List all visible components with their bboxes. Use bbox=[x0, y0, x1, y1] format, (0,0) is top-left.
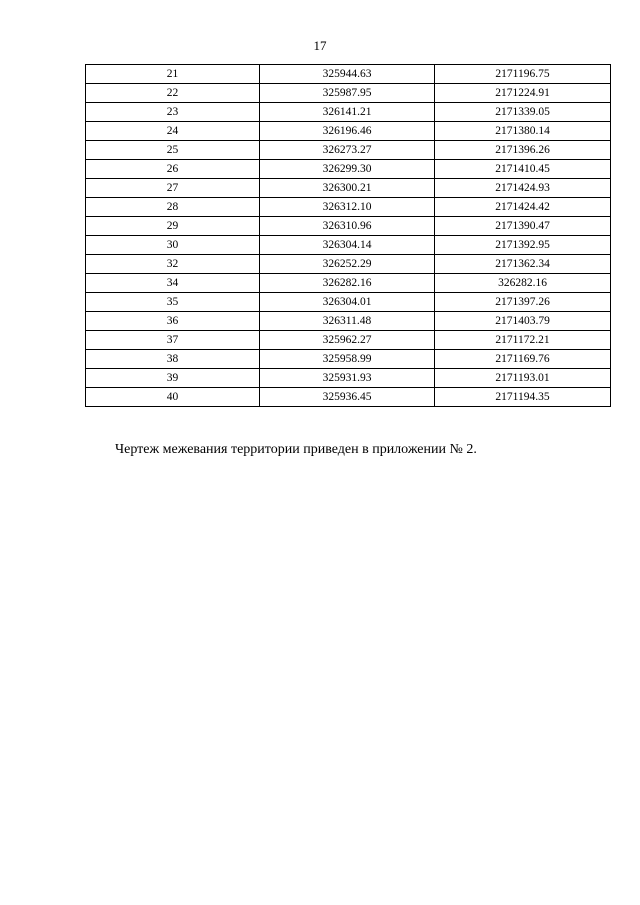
point-number-cell: 39 bbox=[86, 369, 260, 388]
x-coordinate-cell: 326312.10 bbox=[260, 198, 435, 217]
drawing-reference-note: Чертеж межевания территории приведен в приложении № 2. bbox=[115, 442, 477, 457]
y-coordinate-cell: 2171397.26 bbox=[435, 293, 611, 312]
x-coordinate-cell: 325987.95 bbox=[260, 84, 435, 103]
x-coordinate-cell: 326141.21 bbox=[260, 103, 435, 122]
x-coordinate-cell: 325958.99 bbox=[260, 350, 435, 369]
y-coordinate-cell: 2171169.76 bbox=[435, 350, 611, 369]
point-number-cell: 25 bbox=[86, 141, 260, 160]
x-coordinate-cell: 326310.96 bbox=[260, 217, 435, 236]
table-row bbox=[86, 160, 611, 179]
table-row bbox=[86, 255, 611, 274]
table-row bbox=[86, 312, 611, 331]
table-row bbox=[86, 84, 611, 103]
table-row bbox=[86, 141, 611, 160]
table-row bbox=[86, 331, 611, 350]
table-row bbox=[86, 179, 611, 198]
table-row bbox=[86, 198, 611, 217]
table-row bbox=[86, 369, 611, 388]
point-number-cell: 35 bbox=[86, 293, 260, 312]
point-number-cell: 36 bbox=[86, 312, 260, 331]
x-coordinate-cell: 326282.16 bbox=[260, 274, 435, 293]
point-number-cell: 40 bbox=[86, 388, 260, 407]
coordinates-table bbox=[85, 64, 611, 407]
y-coordinate-cell: 2171424.42 bbox=[435, 198, 611, 217]
y-coordinate-cell: 2171403.79 bbox=[435, 312, 611, 331]
y-coordinate-cell: 2171410.45 bbox=[435, 160, 611, 179]
x-coordinate-cell: 325962.27 bbox=[260, 331, 435, 350]
x-coordinate-cell: 326252.29 bbox=[260, 255, 435, 274]
point-number-cell: 27 bbox=[86, 179, 260, 198]
point-number-cell: 23 bbox=[86, 103, 260, 122]
x-coordinate-cell: 326273.27 bbox=[260, 141, 435, 160]
y-coordinate-cell: 2171392.95 bbox=[435, 236, 611, 255]
point-number-cell: 24 bbox=[86, 122, 260, 141]
y-coordinate-cell: 2171380.14 bbox=[435, 122, 611, 141]
y-coordinate-cell: 2171224.91 bbox=[435, 84, 611, 103]
point-number-cell: 22 bbox=[86, 84, 260, 103]
y-coordinate-cell: 2171362.34 bbox=[435, 255, 611, 274]
coordinates-table-body bbox=[86, 65, 611, 407]
y-coordinate-cell: 2171396.26 bbox=[435, 141, 611, 160]
point-number-cell: 32 bbox=[86, 255, 260, 274]
x-coordinate-cell: 326304.14 bbox=[260, 236, 435, 255]
point-number-cell: 38 bbox=[86, 350, 260, 369]
table-row bbox=[86, 293, 611, 312]
x-coordinate-cell: 326304.01 bbox=[260, 293, 435, 312]
y-coordinate-cell: 326282.16 bbox=[435, 274, 611, 293]
point-number-cell: 34 bbox=[86, 274, 260, 293]
table-row bbox=[86, 65, 611, 84]
y-coordinate-cell: 2171424.93 bbox=[435, 179, 611, 198]
table-row bbox=[86, 388, 611, 407]
x-coordinate-cell: 325944.63 bbox=[260, 65, 435, 84]
point-number-cell: 21 bbox=[86, 65, 260, 84]
x-coordinate-cell: 326300.21 bbox=[260, 179, 435, 198]
table-row bbox=[86, 122, 611, 141]
y-coordinate-cell: 2171390.47 bbox=[435, 217, 611, 236]
table-row bbox=[86, 350, 611, 369]
point-number-cell: 29 bbox=[86, 217, 260, 236]
page-number: 17 bbox=[313, 38, 327, 53]
point-number-cell: 28 bbox=[86, 198, 260, 217]
x-coordinate-cell: 325931.93 bbox=[260, 369, 435, 388]
table-row bbox=[86, 236, 611, 255]
y-coordinate-cell: 2171193.01 bbox=[435, 369, 611, 388]
point-number-cell: 26 bbox=[86, 160, 260, 179]
x-coordinate-cell: 326311.48 bbox=[260, 312, 435, 331]
y-coordinate-cell: 2171172.21 bbox=[435, 331, 611, 350]
table-row bbox=[86, 217, 611, 236]
point-number-cell: 30 bbox=[86, 236, 260, 255]
point-number-cell: 37 bbox=[86, 331, 260, 350]
table-row bbox=[86, 103, 611, 122]
x-coordinate-cell: 326299.30 bbox=[260, 160, 435, 179]
y-coordinate-cell: 2171194.35 bbox=[435, 388, 611, 407]
table-row bbox=[86, 274, 611, 293]
x-coordinate-cell: 326196.46 bbox=[260, 122, 435, 141]
x-coordinate-cell: 325936.45 bbox=[260, 388, 435, 407]
y-coordinate-cell: 2171196.75 bbox=[435, 65, 611, 84]
y-coordinate-cell: 2171339.05 bbox=[435, 103, 611, 122]
